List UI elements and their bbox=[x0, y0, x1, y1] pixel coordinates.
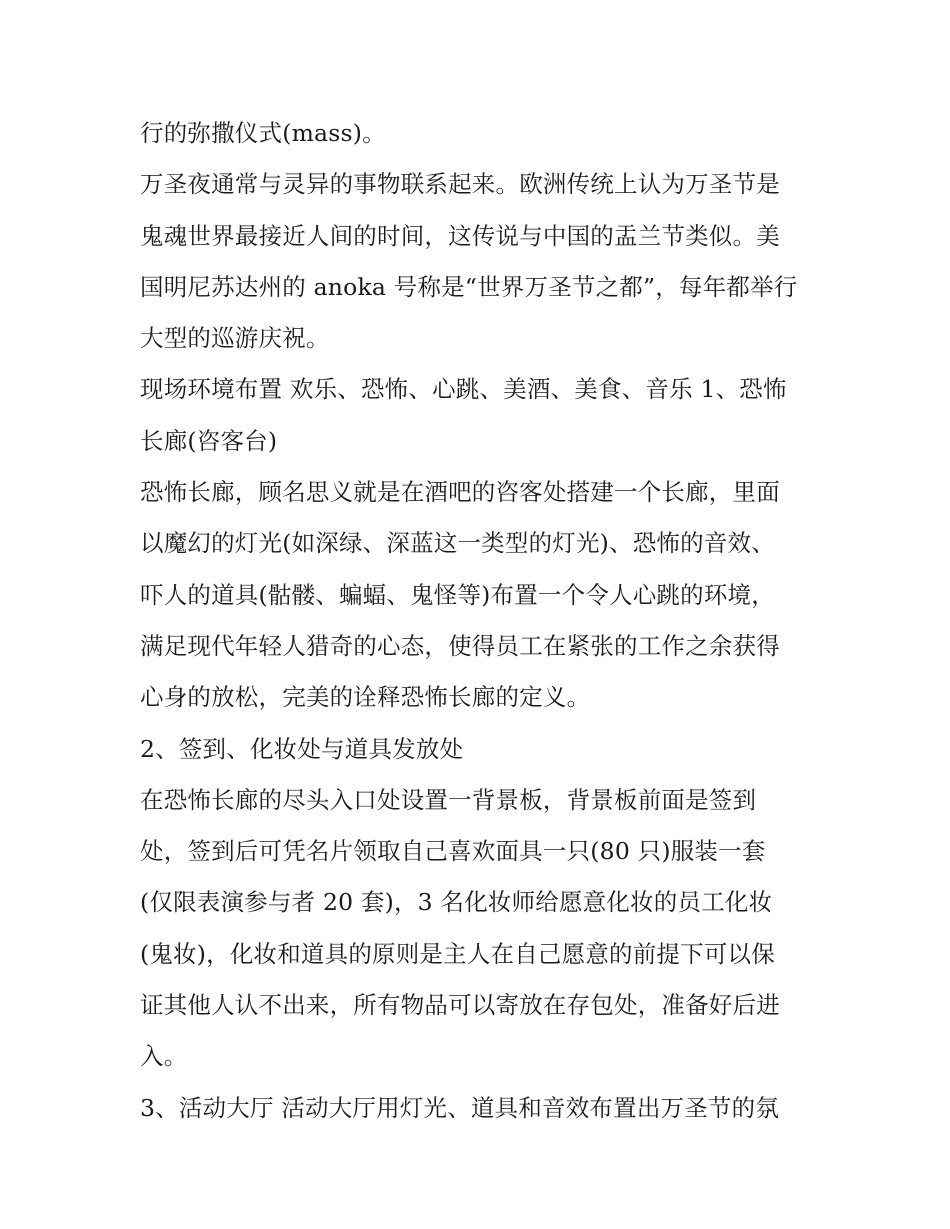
text-line: 长廊(咨客台) bbox=[140, 426, 278, 455]
text-line: 证其他人认不出来，所有物品可以寄放在存包处，准备好后进 bbox=[140, 991, 780, 1020]
text-line: 以魔幻的灯光(如深绿、深蓝这一类型的灯光)、恐怖的音效、 bbox=[140, 529, 775, 558]
text-line: 满足现代年轻人猎奇的心态，使得员工在紧张的工作之余获得 bbox=[140, 631, 780, 660]
text-line: 在恐怖长廊的尽头入口处设置一背景板，背景板前面是签到 bbox=[140, 785, 757, 814]
text-line: 入。 bbox=[140, 1042, 188, 1071]
text-line: 行的弥撒仪式(mass)。 bbox=[140, 119, 386, 147]
document-body bbox=[140, 108, 815, 1134]
text-line: 万圣夜通常与灵异的事物联系起来。欧洲传统上认为万圣节是 bbox=[140, 170, 780, 199]
text-line: 国明尼苏达州的 anoka 号称是“世界万圣节之都”，每年都举行 bbox=[140, 272, 798, 301]
text-line: 3、活动大厅 活动大厅用灯光、道具和音效布置出万圣节的氛 bbox=[140, 1093, 780, 1122]
text-line: 2、签到、化妆处与道具发放处 bbox=[140, 734, 464, 763]
text-line: 恐怖长廊，顾名思义就是在酒吧的咨客处搭建一个长廊，里面 bbox=[140, 478, 780, 507]
text-line: 现场环境布置 欢乐、恐怖、心跳、美酒、美食、音乐 1、恐怖 bbox=[140, 375, 787, 404]
text-line: 吓人的道具(骷髅、蝙蝠、鬼怪等)布置一个令人心跳的环境， bbox=[140, 580, 775, 609]
text-line: (仅限表演参与者 20 套)，3 名化妆师给愿意化妆的员工化妆 bbox=[140, 888, 773, 917]
text-line: 处，签到后可凭名片领取自己喜欢面具一只(80 只)服装一套 bbox=[140, 837, 766, 866]
text-line: (鬼妆)，化妆和道具的原则是主人在自己愿意的前提下可以保 bbox=[140, 939, 775, 968]
text-line: 心身的放松，完美的诠释恐怖长廊的定义。 bbox=[140, 683, 591, 712]
text-line: 鬼魂世界最接近人间的时间，这传说与中国的盂兰节类似。美 bbox=[140, 221, 780, 250]
text-line: 大型的巡游庆祝。 bbox=[140, 324, 330, 353]
